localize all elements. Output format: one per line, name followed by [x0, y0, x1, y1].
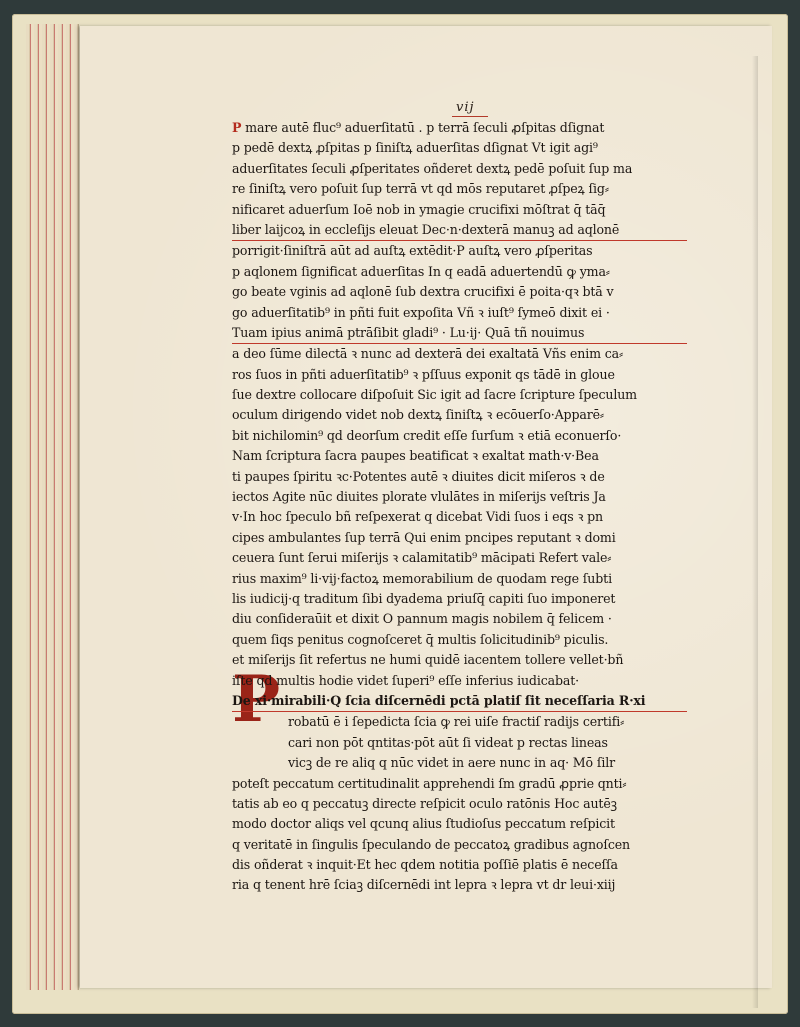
text-line: dis oñderat ꝛ inquit·Et hec qdem notitia poſſiē platis ē neceſſa	[232, 857, 618, 873]
text-line: ros ſuos in pñti aduerſitatib⁹ ꝛ pſſuus exponit qs tādē in gloue	[232, 366, 615, 382]
decorated-initial: P	[232, 668, 284, 732]
text-line: p pedē dextꝝ ꝓſpitas p ſiniſtꝝ aduerſitas dſignat Vt igit agi⁹	[232, 140, 598, 156]
text-line: aduerſitates ſeculi ꝓſperitates oñderet dextꝝ pedē poſuit ſup ma	[232, 160, 633, 176]
text-line: et miſerijs ſit refertus ne humi quidē iacentem tollere vellet·bñ	[232, 652, 624, 668]
text-line: quem ſiqs penitus cognoſceret q̄ multis ſolicitudinib⁹ piculis.	[232, 631, 609, 647]
first-line-rest: mare autē fluc⁹ aduerſitatū . p terrā ſeculi ꝓſpitas dſignat	[241, 120, 605, 135]
text-line: ti paupes ſpiritu ꝛc·Potentes autē ꝛ diuites dicit miſeros ꝛ de	[232, 468, 605, 484]
text-line: oculum dirigendo videt nob dextꝝ ſiniſtꝝ ꝛ ecōuerſo·Apparē⸗	[232, 407, 604, 423]
text-line: Nam ſcriptura ſacra paupes beatificat ꝛ exaltat math·v·Bea	[232, 448, 599, 464]
text-line: ceuera ſunt ſerui miſerijs ꝛ calamitatib⁹ mācipati Refert vale⸗	[232, 550, 612, 566]
folio-rule	[452, 116, 488, 117]
page-edges	[26, 24, 78, 990]
text-line	[232, 118, 687, 138]
text-line: a deo ſūme dilectā ꝛ nunc ad dexterā dei exaltatā Vñs enim ca⸗	[232, 346, 624, 362]
text-block	[232, 118, 687, 896]
text-line: porrigit·ſiniſtrā aūt ad auſtꝝ extēdit·P auſtꝝ vero ꝓſperitas	[232, 243, 593, 259]
text-line: diu conſideraūit et dixit O pannum magis nobilem q̄ felicem ·	[232, 611, 612, 627]
text-line: poteſt peccatum certitudinalit apprehendi ſm gradū ꝓprie qnti⸗	[232, 775, 627, 791]
text-line: ria q tenent hrē ſciaꝫ diſcernēdi int lepra ꝛ lepra vt dr leui·xiij	[232, 877, 616, 893]
folio-number: vij	[456, 100, 475, 115]
text-line: q veritatē in ſingulis ſpeculando de peccatoꝝ gradibus agnoſcen	[232, 836, 631, 852]
rubric-initial: P	[232, 120, 242, 135]
text-line: rius maxim⁹ li·vij·factoꝝ memorabilium de quodam rege ſubti	[232, 570, 612, 586]
text-line: go aduerſitatib⁹ in pñti fuit expoſita Vñ ꝛ iuſt⁹ ſymeō dixit ei ·	[232, 304, 610, 320]
text-line: p aqlonem ſignificat aduerſitas In q eadā aduertendū ꝙ yma⸗	[232, 263, 610, 279]
text-line: lis iudicij·q traditum ſibi dyadema priuſq̄ capiti ſuo imponeret	[232, 590, 616, 606]
text-line: modo doctor aliqs vel qcunq alius ſtudioſus peccatum reſpicit	[232, 816, 615, 832]
text-line: v·In hoc ſpeculo bñ reſpexerat q dicebat Vidi ſuos i eqs ꝛ pn	[232, 509, 603, 525]
text-line: bit nichilomin⁹ qd deorſum credit eſſe ſurſum ꝛ etiā econuerſo·	[232, 427, 622, 443]
text-line: Tuam ipius animā ptrāſibit gladi⁹ · Lu·ij· Quā tñ nouimus	[232, 323, 687, 344]
text-line: robatū ē i ſepedicta ſcia ꝙ rei uiſe fractiſ radijs certifi⸗	[288, 714, 625, 730]
text-line: iectos Agite nūc diuites plorate vlulātes in miſerijs veſtris Ja	[232, 489, 606, 505]
page-gutter-shadow	[752, 56, 758, 1008]
text-line: cipes ambulantes ſup terrā Qui enim pncipes reputant ꝛ domi	[232, 529, 616, 545]
text-line: cari non pōt qntitas·pōt aūt ſi videat p rectas lineas	[288, 734, 608, 750]
text-line: De xi·mirabili·Q ſcia diſcernēdi pctā platiſ ſit neceſſaria R·xi	[232, 691, 687, 712]
text-line: ſue dextre collocare diſpoſuit Sic igit ad ſacre ſcripture ſpeculum	[232, 387, 637, 403]
text-line: nificaret aduerſum Ioē nob in ymagie crucifixi mōſtrat q̄ tāq̄	[232, 201, 606, 217]
text-line: re ſiniſtꝝ vero poſuit ſup terrā vt qd mōs reputaret ꝓſpeꝝ ſig⸗	[232, 181, 609, 197]
text-line: go beate vginis ad aqlonē ſub dextra crucifixi ē poita·qꝛ btā v	[232, 284, 614, 300]
text-line: vicꝫ de re aliq q nūc videt in aere nunc in aq· Mō ſilr	[288, 755, 615, 771]
text-line: iſte qd multis hodie videt ſuperi⁹ eſſe inferius iudicabat·	[232, 672, 579, 688]
text-line: tatis ab eo q peccatuꝫ directe reſpicit oculo ratōnis Hoc autēꝫ	[232, 795, 617, 811]
text-line: liber laijcoꝝ in eccleſijs eleuat Dec·n·dexterā manuꝫ ad aqlonē	[232, 220, 687, 241]
